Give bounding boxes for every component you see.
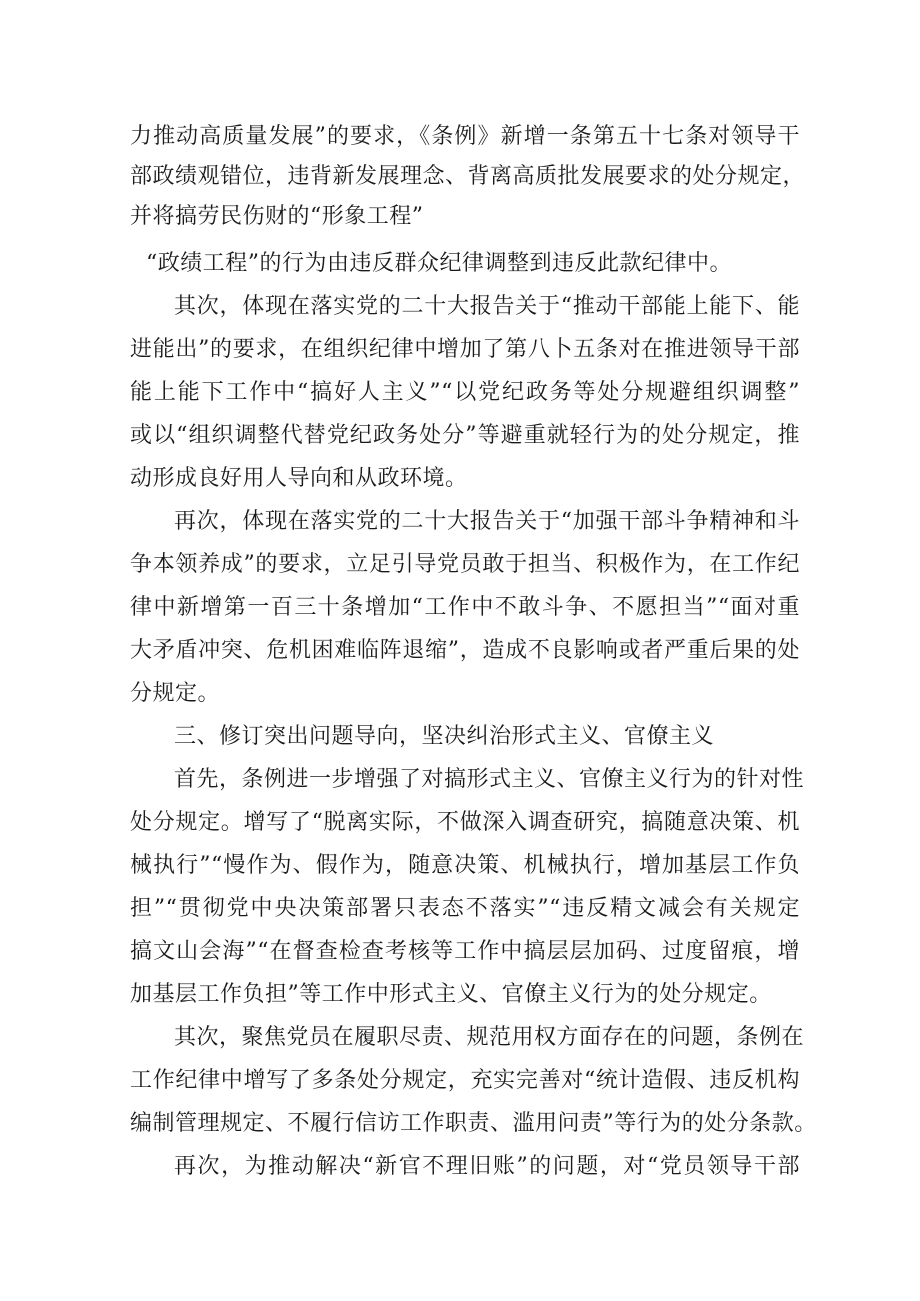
text-line-12: 律中新增第一百三十条增加“工作中不敢斗争、不愿担当”“面对重 <box>130 595 800 620</box>
text-line-21: 加基层工作负担”等工作中形式主义、官僚主义行为的处分规定。 <box>130 982 772 1007</box>
text-line-14: 分规定。 <box>130 681 221 706</box>
text-line-4: “政绩工程”的行为由违反群众纪律调整到违反此款纪律中。 <box>146 251 732 276</box>
text-line-17: 处分规定。增写了“脱离实际，不做深入调查研究，搞随意决策、机 <box>130 810 800 835</box>
paragraph-start-shouxian: 首先，条例进一步增强了对搞形式主义、官僚主义行为的针对性 <box>174 767 805 792</box>
text-line-11: 争本领养成”的要求，立足引导党员敢于担当、积极作为，在工作纪 <box>130 552 800 577</box>
paragraph-start-zaici-1: 再次，体现在落实党的二十大报告关于“加强干部斗争精神和斗 <box>174 509 800 534</box>
text-line-24: 编制管理规定、不履行信访工作职责、滥用问责”等行为的处分条款。 <box>130 1111 817 1136</box>
text-line-8: 或以“组织调整代替党纪政务处分”等避重就轻行为的处分规定，推 <box>130 423 800 448</box>
text-line-19: 担”“贯彻党中央决策部署只表态不落实”“违反精文减会有关规定 <box>130 896 800 921</box>
paragraph-start-qici-2: 其次，聚焦党员在履职尽责、规范用权方面存在的问题，条例在 <box>174 1025 805 1050</box>
text-line-9: 动形成良好用人导向和从政环境。 <box>130 466 468 491</box>
text-line-23: 工作纪律中增写了多条处分规定，充实完善对“统计造假、违反机构 <box>130 1068 800 1093</box>
text-line-20: 搞文山会海”“在督查检查考核等工作中搞层层加码、过度留痕，增 <box>130 939 800 964</box>
text-line-18: 械执行”“慢作为、假作为，随意决策、机械执行，增加基层工作负 <box>130 853 800 878</box>
paragraph-start-qici-1: 其次，体现在落实党的二十大报告关于“推动干部能上能下、能 <box>174 294 800 319</box>
text-line-13: 大矛盾冲突、危机困难临阵退缩”，造成不良影响或者严重后果的处 <box>130 638 800 663</box>
text-line-6: 进能出”的要求，在组织纪律中增加了第八卜五条对在推进领导干部 <box>130 337 800 362</box>
text-line-2: 部政绩观错位，违背新发展理念、背离高质批发展要求的处分规定， <box>130 164 806 189</box>
text-line-7: 能上能下工作中“搞好人主义”“以党纪政务等处分规避组织调整” <box>130 380 800 405</box>
text-line-3: 并将搞劳民伤财的“形象工程” <box>130 204 424 229</box>
paragraph-start-zaici-2: 再次，为推动解决“新官不理旧账”的问题，对“党员领导干部 <box>174 1154 800 1179</box>
text-line-1: 力推动高质量发展”的要求，《条例》新增一条第五十七条对领导干 <box>130 124 800 149</box>
section-heading-three: 三、修订突出问题导向，坚决纠治形式主义、官僚主义 <box>174 724 715 749</box>
